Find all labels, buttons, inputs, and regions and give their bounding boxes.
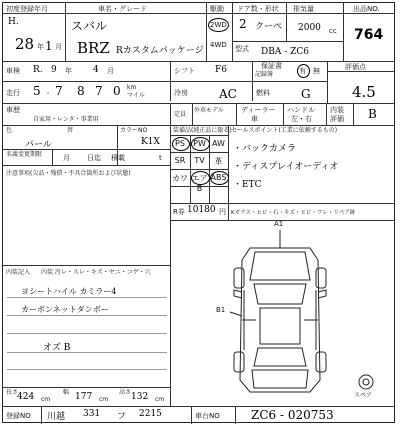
equip-tv: TV [194,156,205,165]
drive-circle [208,18,229,32]
displacement: 2000 [298,23,321,33]
length-label: 長さ [6,389,19,396]
interior-grade: B [368,107,377,121]
ac-label: 冷房 [174,89,188,97]
history-label: 車歴 [6,106,20,114]
fuel-value: G [301,87,311,101]
door-label: ドア数・形状 [237,5,279,13]
color-no: K1X [141,137,160,147]
width-value: 177 [75,392,93,402]
mileage-unit-mile: マイル [127,92,145,99]
equip-leather: 革 [214,157,223,166]
height-label: 高さ [119,389,132,396]
frame-no: ZC6 - 020753 [251,408,334,422]
warranty-options: 有・無 [299,67,320,75]
recycle-value: 10180 [187,205,216,215]
title-label: 名義変更期限 [6,151,43,158]
inspection-era: R. [33,65,43,75]
warranty-label: 保証書 [261,62,282,70]
equip-pw: PW [193,139,206,148]
history-options: 自家用・レンタ・事業用 [33,116,99,123]
maker: スバル [71,19,108,33]
type-value: DBA - ZC6 [261,47,309,57]
interior-memo-options: 内装 汚レ・スレ・キズ・ヤニ・コゲ・穴 [41,269,151,276]
interior-sub: 評価 [330,115,344,123]
equip-abs: ABS [210,173,227,182]
height-value: 132 [131,392,149,402]
mileage-digit: 0 [113,84,121,98]
diagram-b1: B1 [216,306,226,314]
prev-color-label: 替 [67,127,74,134]
shift-value: F6 [215,65,227,75]
equip-ps: PS [175,139,185,148]
interior-memo-line: ヨシートハイル カミラー4 [21,287,117,296]
mileage-digit: 7 [55,84,63,98]
caution-label: 注意事項(欠品・残債・不具合箇所および状態) [6,170,131,177]
inspection-year-unit: 年 [65,67,72,75]
equipment-label [173,127,232,135]
interior-memo-label: 内装記入 [6,269,31,276]
reg-era: H. [8,17,19,27]
score-label: 評価点 [345,63,366,71]
equip-pw-circle [191,137,210,151]
mileage-unit-km: km [127,84,137,91]
width-unit: cm [99,396,109,403]
door-shape: クーペ [255,22,283,32]
reg-no-label: 登録NO [6,412,31,420]
mileage-digit: 7 [95,84,103,98]
import-label: 外車モデル [194,107,224,114]
equip-airbag-circle [191,171,210,185]
score: 4.5 [352,83,376,101]
exhibit-no: 764 [354,27,384,43]
legend-text: Kガラス・ヒビ・石・キズ・ヒビ・ワレ・リペア跡 [231,210,356,216]
diagram-a1: A1 [274,220,284,228]
equip-abs-circle [210,171,229,185]
mileage-digit: 5 [33,84,41,98]
fuel-label: 燃料 [256,89,270,97]
equip-sr: SR [174,156,186,165]
grade: Rカスタムパッケージ [116,46,204,56]
inspection-label: 車検 [6,67,20,75]
reg-day-label: 日迄 [87,154,101,162]
displacement-unit: cc [329,27,337,35]
inspection-month-unit: 月 [107,67,114,75]
equip-kawa: カワ [172,174,188,183]
drive-4wd: 4WD [210,41,227,49]
doors: 2 [239,17,247,31]
loading-label: 積載 [111,154,125,162]
width-label: 幅 [63,389,70,396]
model: BRZ [77,39,110,57]
selling-point: ・バックカメラ [233,144,297,154]
selling-point: ・ETC [233,180,262,190]
reg-no-1: 川越 [47,412,66,422]
selling-points-label: セールスポイント(工業に依頼するもの) [231,127,338,134]
recycle-label: R券 [173,208,185,216]
interior-label: 内装 [330,106,344,114]
car-name-label: 車名・グレード [98,5,147,13]
exhibit-no-label: 出品NO. [353,5,380,13]
handle-label: ハンドル [287,106,315,114]
equipment-label-text: 装備品 [173,127,192,134]
mileage-digit: 8 [77,84,85,98]
warranty-sub: 記録簿 [255,71,274,78]
recycle-unit: 円 [219,208,226,216]
reg-year-unit: 年 [37,43,44,51]
reg-no-4: 2215 [139,409,162,419]
shift-label: シフト [174,67,195,75]
dealer-sub: 車 [251,115,258,123]
equipment-note: (純正品に限る) [191,127,232,134]
reg-month: 1 [45,39,53,53]
interior-memo-line: カーポンネットダンボー [21,305,109,314]
ac-value: AC [219,87,237,101]
dealer-label: ディーラー [241,106,276,114]
handle-options: 左・右 [291,115,312,123]
color-value: パール [25,140,52,150]
reg-month-unit: 月 [55,43,62,51]
reg-no-2: 331 [83,409,101,419]
color-no-label: カラーNO [120,127,148,134]
car-diagram [170,220,395,406]
reg-year: 28 [15,35,35,53]
length-unit: cm [41,396,51,403]
equip-airbag: エアB [191,174,208,193]
equip-ps-circle [172,137,190,151]
drive-2wd: 2WD [210,21,227,29]
height-unit: cm [155,396,165,403]
inspection-year: 9 [51,65,57,75]
first-reg-label: 初度登録年月 [6,5,48,13]
loading-t: t [159,154,162,162]
warranty-circle [297,64,310,78]
interior-memo-line: オズ B [43,343,71,353]
selling-point: ・ディスプレイオーディオ [233,162,339,172]
length-value: 424 [17,392,35,402]
drive-label: 駆動 [210,5,224,13]
spare-label: スペア [354,392,373,399]
capacity-label: 定員 [174,111,187,118]
displacement-label: 排気量 [293,5,314,13]
auction-sheet: 初度登録年月 車名・グレード 駆動 ドア数・形状 排気量 出品NO. 764 H. 28 年 1 月 スバル BRZ Rカスタムパッケージ 2WD 4WD 2 クーペ 2000 cc 型式 DBA - ZC6 車検 R. 9 年 4 月 シフト F6 保証書 記録簿 有・無 評価点 4.5 走行 5 , 7 8 7 0 km マイル 冷房 AC 燃料 G 車歴 自家用・レンタ・事業用 定員 外車モデル ディーラー 車 ハンドル 左・右 内装 評価 B 色 替 カラーNO パール K1X 名義変更期限 月 日迄 積載 t 注意事項(欠品・残債・不具合箇所および状態) 装備品(純正品に限る) PS PW AW SR TV 革 カワ エアB ABS R券 10180 円 Kガラス・ヒビ・石・キズ・ヒビ・ワレ・リペア跡 セールスポイント(工業に依頼するもの) ・バックカメラ ・ディスプレイオーディオ ・ETC 内装記入 内装 汚レ・スレ・キズ・ヤニ・コゲ・穴 ヨシートハイル カミラー4 カーポンネットダンボー オズ B A1 B1 スペア 長さ 424 cm 幅 177 cm 高さ 132 cm 登録NO 川越 331 フ 2215 車台NO ZC6 - 020753 [2,2,395,423]
equip-aw: AW [212,139,225,148]
reg-month-label: 月 [63,154,70,162]
inspection-month: 4 [93,65,99,75]
frame-label: 車台NO [195,412,220,420]
reg-no-3: フ [117,412,127,422]
color-label: 色 [6,127,13,134]
mileage-label: 走行 [6,89,20,97]
car-diagram-svg [170,220,395,406]
type-label: 型式 [235,45,249,53]
